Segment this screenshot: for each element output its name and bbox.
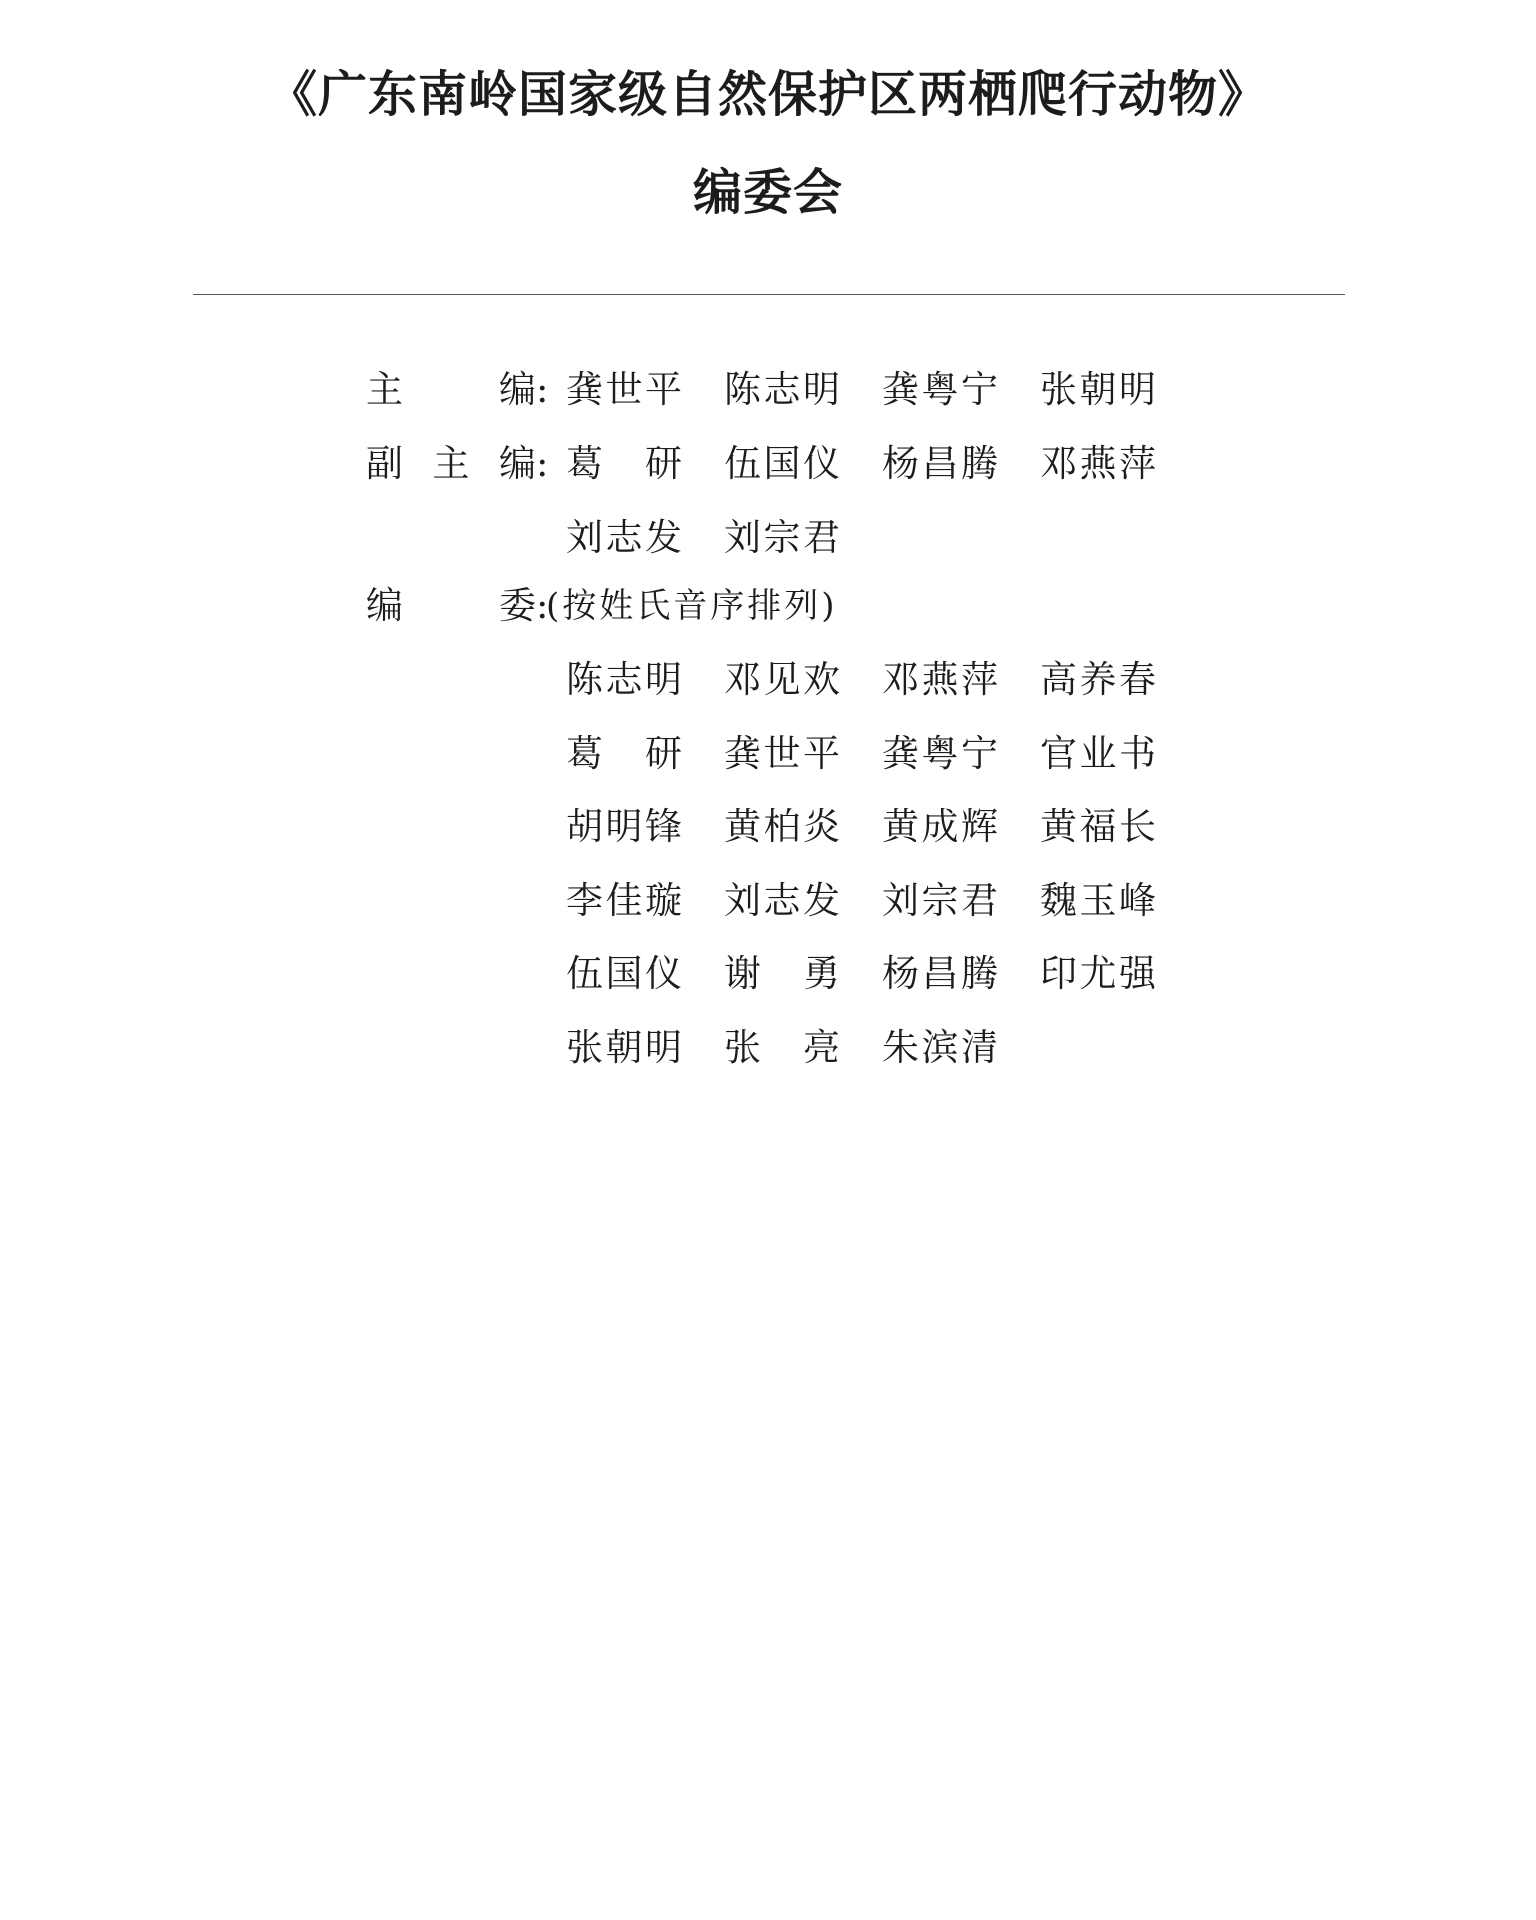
- member-name: 陈志明: [724, 368, 840, 411]
- member-name: 张亮: [724, 1025, 840, 1069]
- member-name: 龚粤宁: [882, 368, 998, 411]
- committee-heading: 编委会: [692, 163, 843, 221]
- member-name: 杨昌腾: [882, 952, 998, 995]
- member-name: 张朝明: [566, 1025, 682, 1069]
- member-name: 李佳璇: [566, 878, 682, 922]
- member-name: 陈志明: [566, 658, 682, 701]
- title-divider: [193, 294, 1345, 295]
- member-name: 邓燕萍: [882, 658, 998, 701]
- member-name: 黄成辉: [882, 805, 998, 848]
- member-name: 葛研: [566, 731, 682, 775]
- member-name: 胡明锋: [566, 805, 682, 848]
- member-name: 张朝明: [1040, 368, 1156, 411]
- role-title: 编委: [366, 584, 536, 627]
- role-colon: :: [536, 368, 549, 411]
- member-name: 邓燕萍: [1040, 442, 1156, 485]
- member-name: 刘志发: [724, 878, 840, 922]
- role-label: [366, 440, 556, 488]
- member-name: 伍国仪: [724, 442, 840, 485]
- member-name: 高养春: [1040, 658, 1156, 701]
- member-name: 朱滨清: [882, 1025, 998, 1069]
- role-title: 副主编: [366, 442, 536, 485]
- member-name: 官业书: [1040, 731, 1156, 775]
- member-name: 伍国仪: [566, 952, 682, 995]
- member-name: 龚粤宁: [882, 731, 998, 775]
- ordering-note: (按姓氏音序排列): [546, 586, 838, 626]
- member-name: 魏玉峰: [1040, 878, 1156, 922]
- role-title: 主编: [366, 368, 536, 411]
- role-label: [366, 366, 556, 414]
- member-name: 葛研: [566, 442, 682, 485]
- member-name: 龚世平: [566, 368, 682, 411]
- role-colon: :: [536, 442, 549, 485]
- member-name: 杨昌腾: [882, 442, 998, 485]
- role-colon: :: [536, 584, 549, 627]
- member-name: 黄柏炎: [724, 805, 840, 848]
- member-name: 刘宗君: [882, 878, 998, 922]
- book-title: 《广东南岭国家级自然保护区两栖爬行动物》: [267, 65, 1268, 123]
- member-name: 黄福长: [1040, 805, 1156, 848]
- member-name: 龚世平: [724, 731, 840, 775]
- member-name: 刘宗君: [724, 515, 840, 559]
- member-name: 谢勇: [724, 952, 840, 995]
- role-label: [366, 582, 556, 630]
- member-name: 印尤强: [1040, 952, 1156, 995]
- member-name: 刘志发: [566, 515, 682, 559]
- member-name: 邓见欢: [724, 658, 840, 701]
